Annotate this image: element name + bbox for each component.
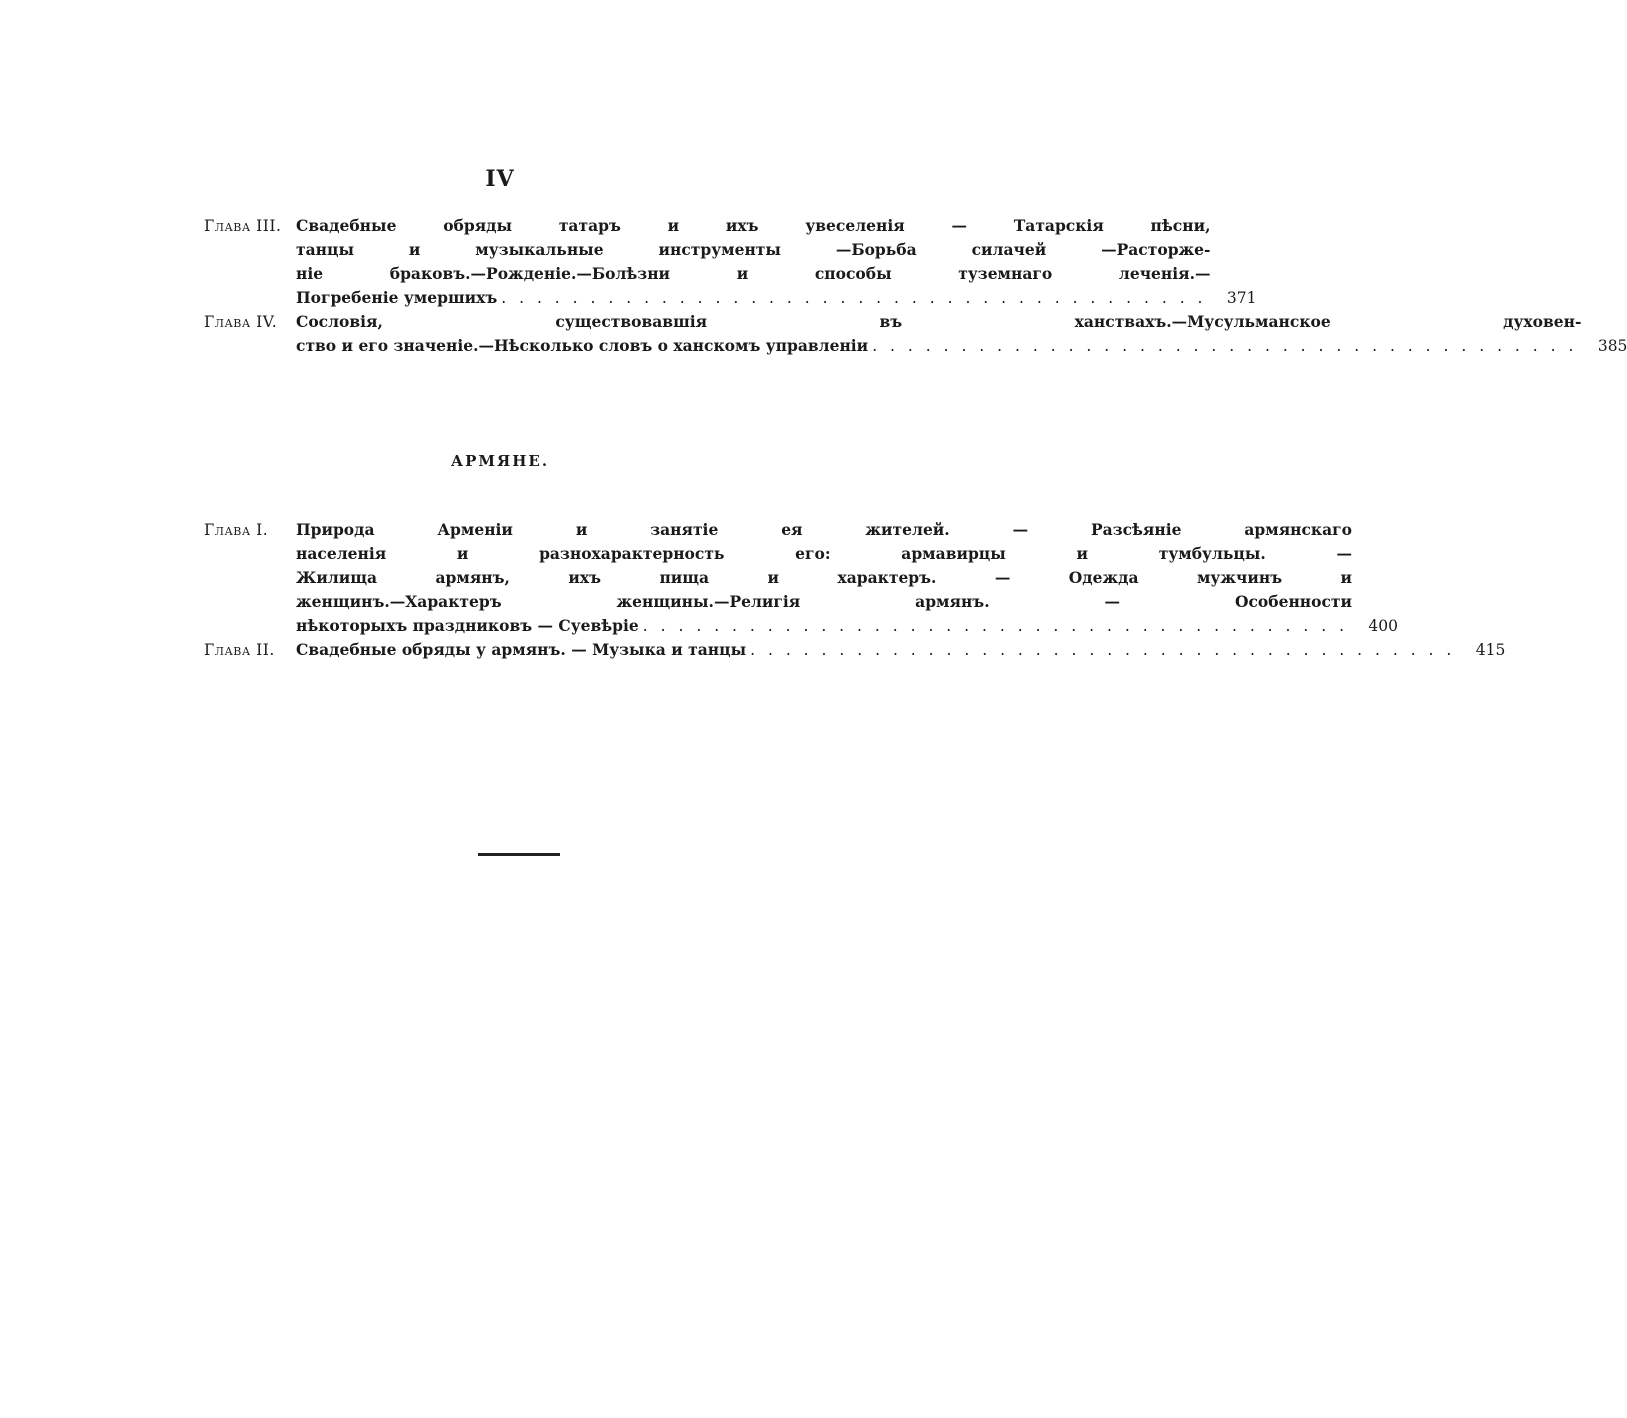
description-line: Сословія, существовавшія въ ханствахъ.—Мусульманское духовен- bbox=[296, 312, 1582, 331]
dot-leader: . . . . . . . . . . . . . . . . . . . . . . . . . . . . . . . . . . . . . . . . bbox=[872, 337, 1578, 355]
table-of-contents-top bbox=[204, 214, 1627, 358]
description-line: ніе браковъ.—Рожденіе.—Болѣзни и способы туземнаго леченія.— bbox=[296, 264, 1211, 283]
dot-leader: . . . . . . . . . . . . . . . . . . . . . . . . . . . . . . . . . . . . . . . . bbox=[750, 641, 1456, 659]
table-of-contents-bottom bbox=[204, 518, 1506, 662]
description-line: Свадебные обряды татаръ и ихъ увеселенія — Татарскія пѣсни, bbox=[296, 216, 1211, 235]
description-line: Погребеніе умершихъ bbox=[296, 288, 498, 307]
chapter-description bbox=[296, 310, 1627, 358]
page-reference: 415 bbox=[1475, 641, 1506, 659]
page-reference: 400 bbox=[1368, 617, 1399, 635]
toc-entry-chapter-3 bbox=[204, 214, 1257, 310]
description-line: Свадебные обряды у армянъ. — Музыка и танцы bbox=[296, 640, 747, 659]
description-line: Жилища армянъ, ихъ пища и характеръ. — Одежда мужчинъ и bbox=[296, 568, 1353, 587]
section-title: АРМЯНЕ. bbox=[450, 452, 550, 470]
dot-leader: . . . . . . . . . . . . . . . . . . . . . . . . . . . . . . . . . . . . . . . . bbox=[501, 289, 1207, 307]
description-line: Природа Арменіи и занятіе ея жителей. — Разсѣяніе армянскаго bbox=[296, 520, 1353, 539]
description-line: танцы и музыкальные инструменты —Борьба силачей —Расторже- bbox=[296, 240, 1211, 259]
toc-entry-chapter-4 bbox=[204, 310, 1627, 358]
chapter-label: Глава IV. bbox=[204, 313, 278, 331]
dot-leader: . . . . . . . . . . . . . . . . . . . . . . . . . . . . . . . . . . . . . . . . bbox=[642, 617, 1349, 635]
chapter-label: Глава I. bbox=[204, 521, 269, 539]
description-last-line bbox=[296, 638, 1459, 662]
toc-entry-chapter-1 bbox=[204, 518, 1399, 638]
chapter-description bbox=[296, 214, 1256, 310]
description-line: нѣкоторыхъ праздниковъ — Суевѣріе bbox=[296, 616, 639, 635]
description-line: женщинъ.—Характеръ женщины.—Религія армянъ. — Особенности bbox=[296, 592, 1353, 611]
chapter-description bbox=[296, 518, 1398, 638]
description-last-line bbox=[296, 614, 1352, 638]
description-last-line bbox=[296, 286, 1210, 310]
end-rule-divider bbox=[478, 853, 560, 856]
page-reference: 371 bbox=[1226, 289, 1257, 307]
description-line: населенія и разнохарактерность его: армавирцы и тумбульцы. — bbox=[296, 544, 1353, 563]
chapter-label: Глава II. bbox=[204, 641, 275, 659]
description-last-line bbox=[296, 334, 1581, 358]
description-line: ство и его значеніе.—Нѣсколько словъ о ханскомъ управленіи bbox=[296, 336, 869, 355]
toc-entry-chapter-2 bbox=[204, 638, 1506, 662]
page-number: IV bbox=[485, 166, 515, 192]
page-reference: 385 bbox=[1597, 337, 1627, 355]
chapter-description bbox=[296, 638, 1505, 662]
chapter-label: Глава III. bbox=[204, 217, 282, 235]
